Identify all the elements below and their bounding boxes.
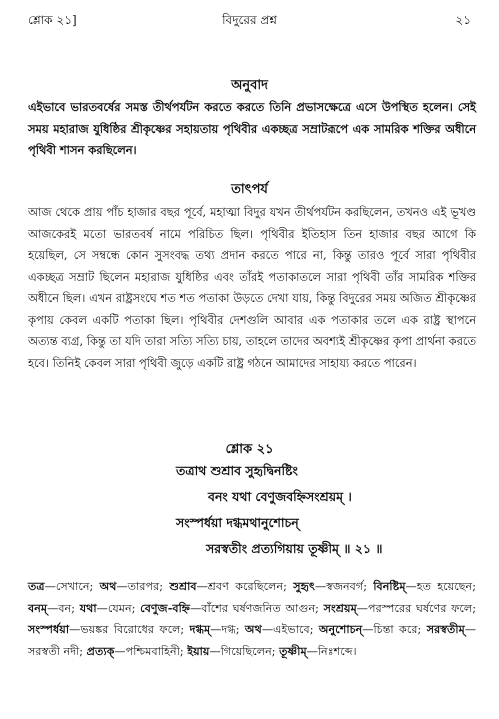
synonym-meaning: পশ্চিমবাহিনী [125, 644, 180, 658]
synonym-entry: অথ—তারপর; [99, 579, 170, 593]
synonym-meaning: তারপর [127, 580, 160, 593]
synonym-entry: বিনষ্টিম্—হত হয়েছেন; [373, 579, 477, 593]
verse-line: সরস্বতীং প্রত্যগিয়ায় তূষ্ণীম্ ॥ ২১ ॥ [206, 541, 383, 556]
synonym-meaning: পরস্পরের ঘর্ষণের ফলে [367, 601, 473, 615]
synonym-meaning: চিন্তা করে [373, 623, 418, 636]
synonym-entry: সুহৃৎ—স্বজনবর্গ; [293, 579, 374, 593]
synonym-entry: সরস্বতীম্—সরস্বতী নদী; [28, 622, 477, 658]
synonym-meaning: যেমন [107, 601, 132, 615]
synonym-word: সংশ্রয়ম্ [323, 600, 357, 615]
synonym-meaning: নিঃশব্দে [317, 644, 353, 658]
synonyms-block [28, 576, 476, 662]
synonym-entry: ইয়ায়—গিয়েছিলেন; [187, 643, 280, 658]
synonym-word: সংস্পর্ধয়া [28, 622, 70, 636]
synonym-word: অথ [244, 622, 262, 636]
purport-text: আজ থেকে প্রায় পাঁচ হাজার বছর পূর্বে, মহাত্মা বিদুর যখন তীর্থপর্যটন করছিলেন, তখনও এই ভূখণ্ড আজকেরই মতো ভারতবর্ষ নামে পরিচিত ছিল। পৃথিবীর ইতিহাস তিন হাজার বছর আগে কি হয়েছিল, সে সম্বন্ধে কোন সুসংবদ্ধ তথ্য প্রদান করতে পারে না, কিন্তু তারও পূর্বে সারা পৃথিবীর একচ্ছত্র সম্রাট ছিলেন মহারাজ যুধিষ্ঠির এবং তাঁরই পতাকাতলে সারা পৃথিবী তাঁর সামরিক শক্তির অধীনে ছিল। এখন রাষ্ট্রসংঘে শত শত পতাকা উড়তে দেখা যায়, কিন্তু বিদুরের সময় অজিত শ্রীকৃষ্ণের কৃপায় কেবল একটি পতাকা ছিল। পৃথিবীর দেশগুলি আবার এক পতাকার তলে এক রাষ্ট্র স্থাপনে অত্যন্ত ব্যগ্র, কিন্তু তা যদি তারা সত্যি সত্যি চায়, তাহলে তাদের অবশ্যই শ্রীকৃষ্ণের কৃপা প্রার্থনা করতে হবে। তিনিই কেবল সারা পৃথিবী জুড়ে একটি রাষ্ট্র গঠনে আমাদের সাহায্য করতে পারেন। [28, 205, 476, 370]
purport-heading: তাৎপর্য [231, 182, 268, 197]
synonym-entry: দগ্ধম্—দগ্ধ; [189, 622, 245, 636]
verse-reference: শ্লোক ২১] [28, 13, 77, 27]
synonym-entry: বেণুজ-বহ্নি—বাঁশের ঘর্ষণজনিত আগুন; [140, 600, 324, 615]
synonym-meaning: গিয়েছিলেন [220, 644, 272, 658]
synonym-word: তূষ্ণীম্ [279, 643, 307, 658]
synonym-meaning: বাঁশের ঘর্ষণজনিত আগুন [201, 601, 316, 615]
synonym-entry: অথ—এইভাবে; [244, 622, 319, 636]
synonym-meaning: সরস্বতী নদী [28, 644, 80, 658]
synonym-meaning: সেখানে [55, 580, 90, 593]
synonym-entry: সংশ্রয়ম্—পরস্পরের ঘর্ষণের ফলে; [323, 600, 477, 615]
synonym-word: অনুশোচন্ [318, 622, 363, 636]
synonym-word: শুশ্রাব [169, 579, 197, 593]
synonym-entry: শুশ্রাব—শ্রবণ করেছিলেন; [169, 579, 294, 593]
verse-heading: শ্লোক ২১ [225, 442, 274, 457]
verse-line: বনং যথা বেণুজবহ্নিসংশ্রয়ম্ । [208, 489, 352, 504]
synonym-meaning: স্বজনবর্গ [326, 580, 364, 593]
synonym-word: সুহৃৎ [293, 579, 315, 593]
synonym-word: বেণুজ-বহ্নি [140, 600, 191, 615]
synonym-entry: সংস্পর্ধয়া—ভয়ঙ্কর বিরোধের ফলে; [28, 622, 190, 636]
synonym-word: অথ [99, 579, 117, 593]
synonym-word: তত্র [28, 579, 45, 593]
chapter-title: বিদুরের প্রশ্ন [222, 13, 277, 27]
synonym-meaning: ভয়ঙ্কর বিরোধের ফলে [80, 623, 181, 636]
synonym-meaning: দগ্ধ [221, 623, 236, 636]
translation-heading: অনুবাদ [231, 78, 268, 93]
synonym-entry: বনম্—বন; [28, 600, 80, 615]
page-header [28, 10, 471, 32]
verse-line: তত্রাথ শুশ্রাব সুহৃদ্বিনষ্টিং [176, 463, 298, 478]
synonym-word: দগ্ধম্ [189, 622, 211, 636]
synonym-word: ইয়ায় [187, 643, 210, 658]
synonym-meaning: হত হয়েছেন [416, 580, 473, 593]
synonym-meaning: এইভাবে [273, 623, 310, 636]
page-number: ২১ [455, 13, 471, 27]
synonym-meaning: শ্রবণ করেছিলেন [207, 580, 284, 593]
synonym-meaning: বন [58, 601, 72, 615]
synonym-word: প্রত্যক্ [86, 643, 115, 658]
synonym-entry: যথা—যেমন; [79, 600, 141, 615]
synonym-word: সরস্বতীম্ [426, 622, 465, 636]
translation-text: এইভাবে ভারতবর্ষের সমস্ত তীর্থপর্যটন করতে করতে তিনি প্রভাসক্ষেত্রে এসে উপস্থিত হলেন। সেই সময় মহারাজ যুধিষ্ঠির শ্রীকৃষ্ণের সহায়তায় পৃথিবীর একচ্ছত্র সম্রাটরূপে এক সামরিক শক্তির অধীনে পৃথিবী শাসন করছিলেন। [28, 100, 476, 157]
synonym-word: যথা [79, 600, 97, 615]
synonym-word: বিনষ্টিম্ [373, 579, 406, 593]
verse-line: সংস্পর্ধয়া দগ্ধমথানুশোচন্ [176, 515, 299, 530]
synonym-entry: অনুশোচন্—চিন্তা করে; [318, 622, 427, 636]
synonym-entry: তত্র—সেখানে; [28, 579, 100, 593]
synonym-entry: তূষ্ণীম্—নিঃশব্দে। [279, 643, 357, 658]
synonym-entry: প্রত্যক্—পশ্চিমবাহিনী; [86, 643, 188, 658]
synonym-word: বনম্ [28, 600, 48, 615]
